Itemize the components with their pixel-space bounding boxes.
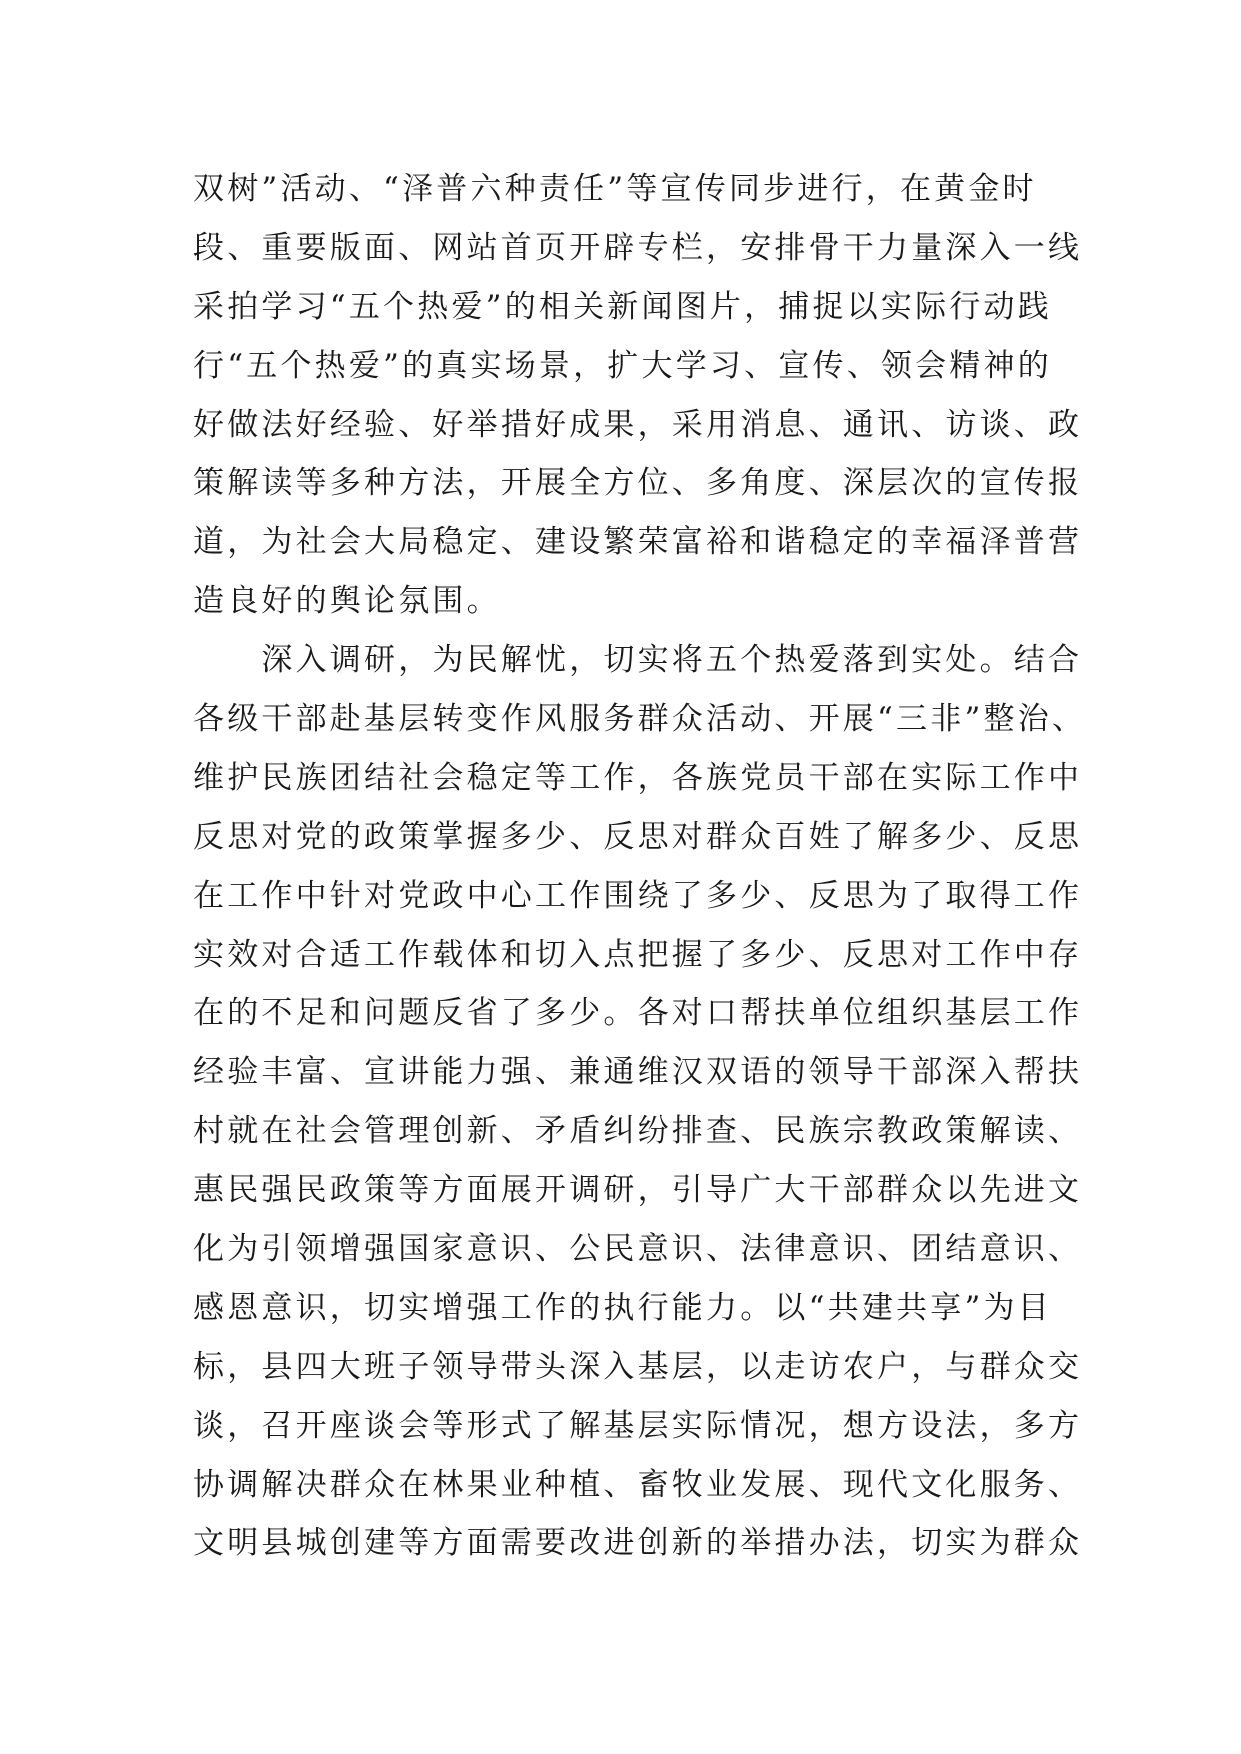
text-line: 村就在社会管理创新、矛盾纠纷排查、民族宗教政策解读、: [193, 1113, 1083, 1150]
text-line: 协调解决群众在林果业种植、畜牧业发展、现代文化服务、: [193, 1466, 1083, 1503]
text-line: 实效对合适工作载体和切入点把握了多少、反思对工作中存: [193, 936, 1083, 973]
text-line: 经验丰富、宣讲能力强、兼通维汉双语的领导干部深入帮扶: [193, 1054, 1083, 1091]
text-line: 造良好的舆论氛围。: [193, 583, 501, 620]
text-line: 采拍学习“五个热爱”的相关新闻图片，捕捉以实际行动践: [193, 288, 1052, 325]
body-text: [193, 160, 1087, 1573]
text-line: 文明县城创建等方面需要改进创新的举措办法，切实为群众: [193, 1525, 1083, 1562]
text-line: 在工作中针对党政中心工作围绕了多少、反思为了取得工作: [193, 877, 1083, 914]
text-line: 化为引领增强国家意识、公民意识、法律意识、团结意识、: [193, 1231, 1083, 1268]
text-line: 维护民族团结社会稳定等工作，各族党员干部在实际工作中: [193, 759, 1083, 796]
text-line: 策解读等多种方法，开展全方位、多角度、深层次的宣传报: [193, 465, 1083, 502]
text-line: 各级干部赴基层转变作风服务群众活动、开展“三非”整治、: [193, 701, 1087, 738]
text-line: 在的不足和问题反省了多少。各对口帮扶单位组织基层工作: [193, 995, 1083, 1032]
text-line: 标，县四大班子领导带头深入基层，以走访农户，与群众交: [193, 1348, 1083, 1385]
text-line: 好做法好经验、好举措好成果，采用消息、通讯、访谈、政: [193, 406, 1083, 443]
text-line: 谈，召开座谈会等形式了解基层实际情况，想方设法，多方: [193, 1407, 1083, 1444]
text-line: 双树”活动、“泽普六种责任”等宣传同步进行，在黄金时: [193, 171, 1037, 207]
text-line: 道，为社会大局稳定、建设繁荣富裕和谐稳定的幸福泽普营: [193, 524, 1083, 561]
text-line: 感恩意识，切实增强工作的执行能力。以“共建共享”为目: [193, 1289, 1052, 1326]
text-line: 反思对党的政策掌握多少、反思对群众百姓了解多少、反思: [193, 818, 1083, 855]
text-line: 行“五个热爱”的真实场景，扩大学习、宣传、领会精神的: [193, 347, 1052, 384]
text-line: 段、重要版面、网站首页开辟专栏，安排骨干力量深入一线: [193, 229, 1083, 266]
text-line: 惠民强民政策等方面展开调研，引导广大干部群众以先进文: [193, 1172, 1083, 1209]
paragraph-start-line: 深入调研，为民解忧，切实将五个热爱落到实处。结合: [193, 642, 1083, 679]
